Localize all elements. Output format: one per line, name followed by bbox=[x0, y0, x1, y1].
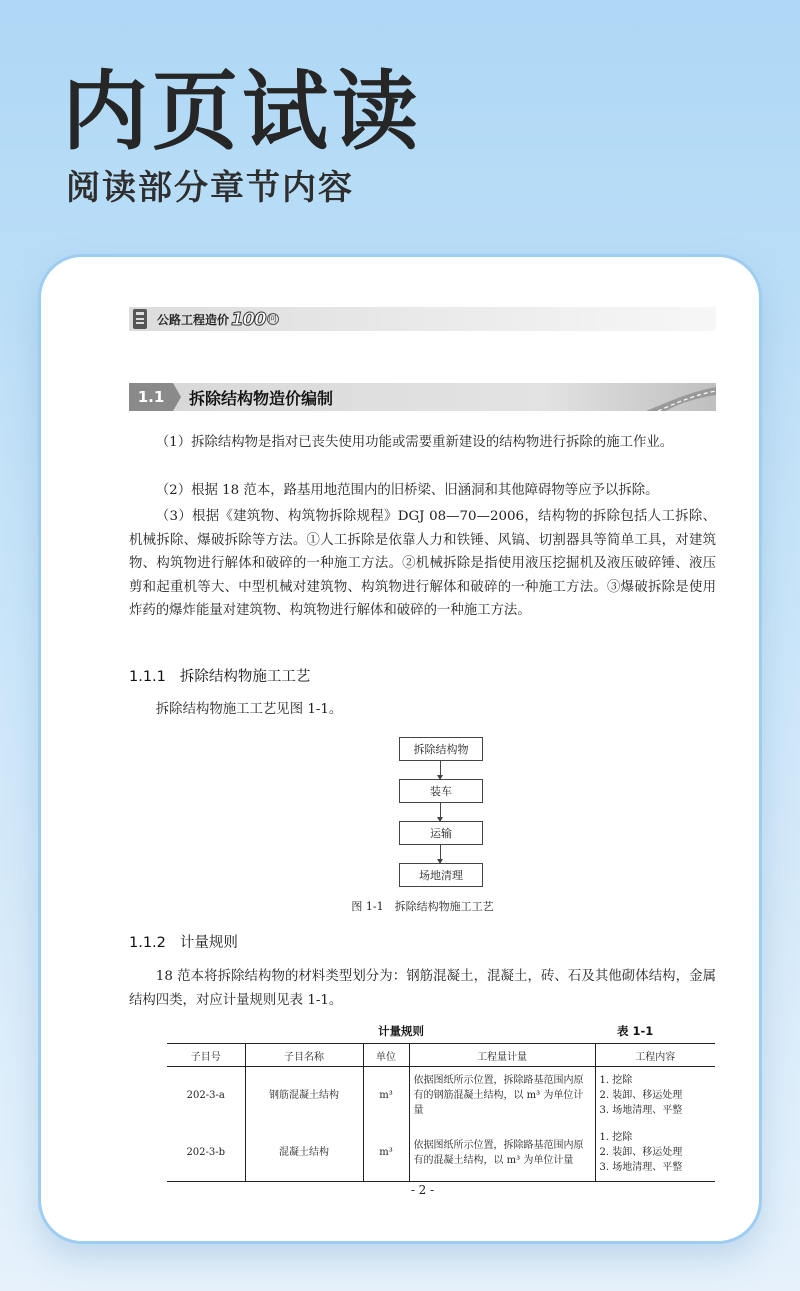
table-header-code: 子目号 bbox=[167, 1044, 245, 1067]
table-row bbox=[167, 1067, 715, 1125]
cell-measure: 依据图纸所示位置，拆除路基范围内原有的混凝土结构，以 m³ 为单位计量 bbox=[409, 1124, 595, 1182]
cell-code: 202-3-b bbox=[167, 1124, 245, 1182]
work-item: 2. 装卸、移运处理 bbox=[599, 1090, 683, 1101]
table-title: 计量规则 bbox=[378, 1024, 424, 1038]
table-header-measure: 工程量计量 bbox=[409, 1044, 595, 1067]
work-item: 1. 挖除 bbox=[599, 1132, 633, 1143]
cell-unit: m³ bbox=[363, 1124, 409, 1182]
section-title: 拆除结构物造价编制 bbox=[189, 388, 334, 408]
flow-arrow-icon bbox=[440, 845, 441, 863]
work-item: 2. 装卸、移运处理 bbox=[599, 1147, 683, 1158]
flow-step-3: 运输 bbox=[399, 821, 483, 845]
table-number: 表 1-1 bbox=[617, 1024, 654, 1038]
subsection-2-title: 计量规则 bbox=[179, 935, 238, 951]
road-icon bbox=[636, 383, 716, 411]
cell-name: 混凝土结构 bbox=[245, 1124, 363, 1182]
table-row bbox=[167, 1124, 715, 1182]
measurement-table bbox=[167, 1043, 715, 1182]
paragraph-3: （3）根据《建筑物、构筑物拆除规程》DGJ 08—70—2006，结构物的拆除包括人工拆除、机械拆除、爆破拆除等方法。①人工拆除是依靠人力和铁锤、风镐、切割器具等简单工具，对建筑物、构筑物进行解体和破碎的一种施工方法。②机械拆除是指使用液压挖掘机及液压破碎锤、液压剪和起重机等大、中型机械对建筑物、构筑物进行解体和破碎的一种施工方法。③爆破拆除是使用炸药的爆炸能量对建筑物、构筑物进行解体和破碎的一种施工方法。 bbox=[129, 509, 716, 618]
section-heading bbox=[129, 383, 716, 411]
figure-caption: 图 1-1 拆除结构物施工工艺 bbox=[351, 900, 494, 913]
subsection-1-heading bbox=[129, 665, 310, 686]
cell-code: 202-3-a bbox=[186, 1090, 225, 1101]
page-number: - 2 - bbox=[410, 1183, 435, 1197]
section-arrow-icon bbox=[173, 383, 181, 411]
work-item: 1. 挖除 bbox=[599, 1075, 633, 1086]
series-name: 公路工程造价 bbox=[157, 312, 230, 327]
banner-subtitle: 阅读部分章节内容 bbox=[66, 168, 354, 208]
paragraph-1: （1）拆除结构物是指对已丧失使用功能或需要重新建设的结构物进行拆除的施工作业。 bbox=[155, 435, 674, 450]
flow-step-2: 装车 bbox=[399, 779, 483, 803]
cell-work bbox=[595, 1124, 715, 1182]
subsection-1-intro: 拆除结构物施工工艺见图 1-1。 bbox=[155, 702, 343, 717]
flow-arrow-icon bbox=[440, 761, 441, 779]
page-preview-card bbox=[38, 254, 762, 1244]
series-number: 100 bbox=[231, 308, 266, 330]
subsection-1-number: 1.1.1 bbox=[129, 669, 166, 685]
flow-step-1: 拆除结构物 bbox=[399, 737, 483, 761]
cell-measure: 依据图纸所示位置，拆除路基范围内原有的钢筋混凝土结构，以 m³ 为单位计量 bbox=[409, 1067, 595, 1125]
flow-arrow-icon bbox=[440, 803, 441, 821]
paragraph-2: （2）根据 18 范本，路基用地范围内的旧桥梁、旧涵洞和其他障碍物等应予以拆除。 bbox=[155, 483, 659, 498]
running-header bbox=[129, 307, 716, 331]
banner-title: 内页试读 bbox=[62, 62, 422, 162]
subsection-2-intro: 18 范本将拆除结构物的材料类型划分为：钢筋混凝土，混凝土，砖、石及其他砌体结构，金属结构四类，对应计量规则见表 1-1。 bbox=[129, 969, 716, 1008]
cell-work bbox=[595, 1067, 715, 1125]
table-header-name: 子目名称 bbox=[245, 1044, 363, 1067]
table-header-unit: 单位 bbox=[363, 1044, 409, 1067]
table-header-work: 工程内容 bbox=[595, 1044, 715, 1067]
work-item: 3. 场地清理、平整 bbox=[599, 1162, 683, 1173]
flow-step-4: 场地清理 bbox=[399, 863, 483, 887]
section-number: 1.1 bbox=[129, 383, 173, 411]
book-icon bbox=[131, 307, 153, 331]
cell-unit: m³ bbox=[363, 1067, 409, 1125]
subsection-2-heading bbox=[129, 931, 238, 952]
cell-name: 钢筋混凝土结构 bbox=[245, 1067, 363, 1125]
subsection-1-title: 拆除结构物施工工艺 bbox=[179, 669, 311, 685]
subsection-2-number: 1.1.2 bbox=[129, 935, 166, 951]
work-item: 3. 场地清理、平整 bbox=[599, 1105, 683, 1116]
series-suffix: 问 bbox=[268, 314, 277, 323]
table-header-row bbox=[167, 1044, 715, 1067]
